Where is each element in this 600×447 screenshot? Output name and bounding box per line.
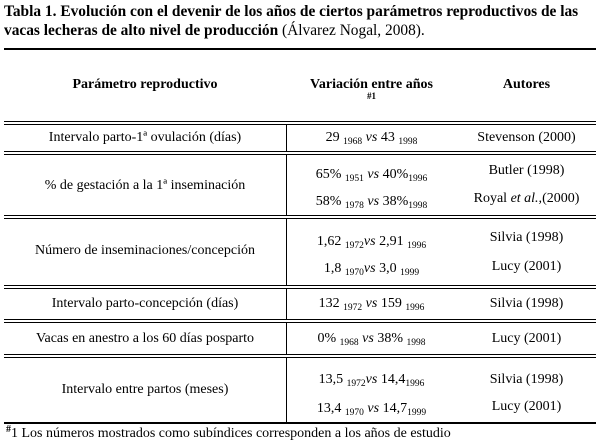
- row5-param: Vacas en anestro a los 60 días posparto: [35, 331, 255, 346]
- table-top-rule: [4, 48, 596, 50]
- header-variation-note: #1: [367, 91, 376, 101]
- header-authors: Autores: [502, 77, 551, 92]
- row-rule: [4, 354, 596, 355]
- row3-value2: 1,8 $_{1970}$vs 3,0 $_{1999}$: [323, 261, 420, 278]
- row-rule: [4, 357, 596, 358]
- table-bottom-rule: [4, 422, 596, 424]
- row2-value1: 65% $_{1951}$ vs $40\%_{1996}$: [315, 167, 428, 184]
- row6-value1: 13,5 $_{1972}$vs $14,4_{1996}$: [318, 372, 425, 389]
- header-variation: Variación entre años: [310, 77, 433, 92]
- table-footnote: #1 Los números mostrados como subíndices corresponden a los años de estudio: [6, 424, 451, 441]
- row6-param: Intervalo entre partos (meses): [61, 382, 229, 397]
- row3-value1: 1,62 $_{1972}$vs 2,91 $_{1996}$: [316, 234, 427, 251]
- table-caption: [4, 2, 596, 40]
- row1-param: Intervalo parto-1ª ovulación (días): [48, 130, 242, 145]
- row-rule: [4, 121, 596, 122]
- row3-param: Número de inseminaciones/concepción: [34, 243, 256, 258]
- row5-author1: Lucy (2001): [491, 331, 562, 346]
- row6-author2: Lucy (2001): [491, 399, 562, 414]
- row3-author2: Lucy (2001): [491, 259, 562, 274]
- row3-author1: Silvia (1998): [489, 230, 564, 245]
- row-rule: [4, 215, 596, 216]
- row2-author1: Butler (1998): [488, 163, 565, 178]
- table-title: . Evolución con el devenir de los años de ciertos parámetros reproductivos de las vacas lecheras de alto nivel de producción: [4, 3, 579, 39]
- row-rule: [4, 319, 596, 320]
- row-rule: [4, 124, 596, 125]
- row4-author1: Silvia (1998): [489, 296, 564, 311]
- row-rule: [4, 322, 596, 323]
- row4-value1: 132 $_{1972}$ vs 159 $_{1996}$: [318, 296, 425, 313]
- row-rule: [4, 154, 596, 155]
- row-rule: [4, 151, 596, 152]
- table-label: Tabla 1: [4, 3, 53, 20]
- row-rule: [4, 285, 596, 286]
- row4-param: Intervalo parto-concepción (días): [51, 296, 239, 311]
- row6-value2: 13,4 $_{1970}$ vs $14,7_{1999}$: [316, 401, 427, 418]
- row1-value1: 29 $_{1968}$ vs 43 $_{1998}$: [325, 130, 418, 147]
- row2-param: % de gestación a la 1ª inseminación: [44, 178, 246, 193]
- row1-author1: Stevenson (2000): [477, 130, 576, 145]
- row2-author2: Royal et al.,(2000): [473, 191, 580, 206]
- header-param: Parámetro reproductivo: [72, 77, 218, 92]
- row-rule: [4, 288, 596, 289]
- row6-author1: Silvia (1998): [489, 372, 564, 387]
- table-source: (Álvarez Nogal, 2008).: [278, 22, 425, 39]
- row2-value2: 58% $_{1978}$ vs $38\%_{1998}$: [315, 194, 428, 211]
- row5-value1: 0% $_{1968}$ vs 38% $_{1998}$: [317, 331, 426, 348]
- row-rule: [4, 218, 596, 219]
